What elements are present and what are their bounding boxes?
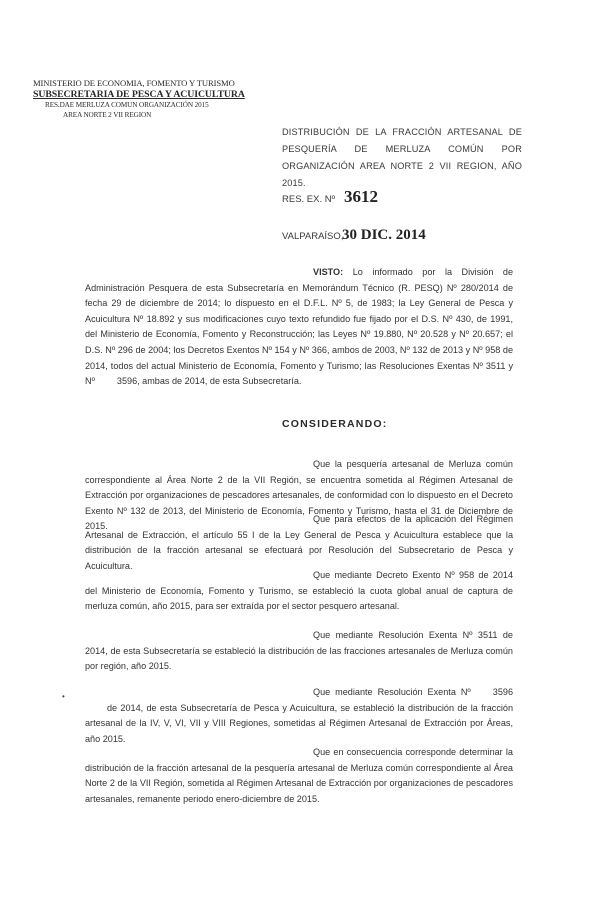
considerando-paragraph: Que en consecuencia corresponde determinar la distribución de la fracción artesanal de la pesquería artesanal de Merluza común correspondiente al Área Norte 2 de la VII Región, sometida al Régimen Artesanal de Extracción por organizaciones de pescadores artesanales, remanente periodo enero-diciembre de 2015.	[85, 747, 513, 804]
visto-label: VISTO:	[313, 267, 344, 277]
resolution-date: 30 DIC. 2014	[342, 227, 426, 243]
visto-text: Lo informado por la División de Administración Pesquera de esta Subsecretaría en Memorándum Técnico (R. PESQ) Nº 280/2014 de fecha 29 de diciembre de 2014; lo dispuesto en el D.F.L. Nº 5, de 1983; la Ley General de Pesca y Acuicultura Nº 18.892 y sus modificaciones cuyo texto refundido fue fijado por el D.S. Nº 430, de 1991, del Ministerio de Economía, Fomento y Reconstrucción; las Leyes Nº 19.880, Nº 20.528 y Nº 20.657; el D.S. Nº 296 de 2004; los Decretos Exentos Nº 154 y Nº 366, ambos de 2003, Nº 132 de 2013 y Nº 958 de 2014, todos del actual Ministerio de Economía, Fomento y Turismo; las Resoluciones Exentas Nº 3511 y Nº	[85, 267, 514, 387]
resolution-number-row	[282, 187, 378, 206]
p5-tail: de 2014, de esta Subsecretaría de Pesca y Acuicultura, se estableció la distribución de la fracción artesanal de la IV, V, VI, VII y VIII Regiones, sometidas al Régimen Artesanal de Extracción por Áreas, año 2015.	[85, 702, 513, 744]
letterhead	[33, 78, 273, 120]
area-reference: AREA NORTE 2 VII REGION	[63, 111, 152, 119]
visto-resolution-number: 3596	[116, 376, 138, 387]
resolution-number: 3612	[344, 187, 378, 206]
considerando-paragraph: Que la pesquería artesanal de Merluza común correspondiente al Área Norte 2 de la VII Región, se encuentra sometida al Régimen Artesanal de Extracción por organizaciones de pescadores artesanales, de conformidad con lo dispuesto en el Decreto Exento Nº 132 de 2013, del Ministerio de Economía, Fomento y Turismo, hasta el 31 de Diciembre de 2015.	[85, 459, 513, 532]
city-label: VALPARAÍSO,	[282, 231, 344, 242]
ministry-name: MINISTERIO DE ECONOMIA, FOMENTO Y TURISMO	[33, 78, 235, 88]
p5-lead: Que mediante Resolución Exenta Nº	[313, 687, 471, 697]
considerando-paragraph: Que mediante Decreto Exento Nº 958 de 2014 del Ministerio de Economía, Fomento y Turismo, se estableció la cuota global anual de captura de merluza común, año 2015, para ser extraída por el sector pesquero artesanal.	[85, 570, 513, 612]
p5-resolution-number: 3596	[492, 687, 513, 697]
subsecretariat-name: SUBSECRETARIA DE PESCA Y ACUICULTURA	[33, 89, 245, 100]
document-title: DISTRIBUCIÓN DE LA FRACCIÓN ARTESANAL DE PESQUERÍA DE MERLUZA COMÚN POR ORGANIZACIÓN AREA NORTE 2 VII REGION, AÑO 2015.	[282, 127, 522, 188]
considerando-paragraph: Que mediante Resolución Exenta Nº 3511 de 2014, de esta Subsecretaría se estableció la distribución de las fracciones artesanales de Merluza común por región, año 2015.	[85, 630, 513, 672]
considerando-paragraph	[85, 685, 513, 747]
margin-mark: •	[62, 692, 65, 701]
visto-tail: , ambas de 2014, de esta Subsecretaría.	[137, 376, 302, 387]
resolution-label: RES. EX. Nº	[282, 194, 336, 205]
considerando-paragraph: Que para efectos de la aplicación del Régimen Artesanal de Extracción, el artículo 55 I de la Ley General de Pesca y Acuicultura establece que la distribución de la fracción artesanal se efectuará por Resolución del Subsecretario de Pesca y Acuicultura.	[85, 514, 513, 571]
date-row	[282, 227, 426, 243]
considerando-heading: CONSIDERANDO:	[282, 418, 388, 430]
visto-paragraph	[85, 265, 513, 390]
document-reference: RES.DAE MERLUZA COMUN ORGANIZACIÓN 2015	[45, 101, 209, 109]
